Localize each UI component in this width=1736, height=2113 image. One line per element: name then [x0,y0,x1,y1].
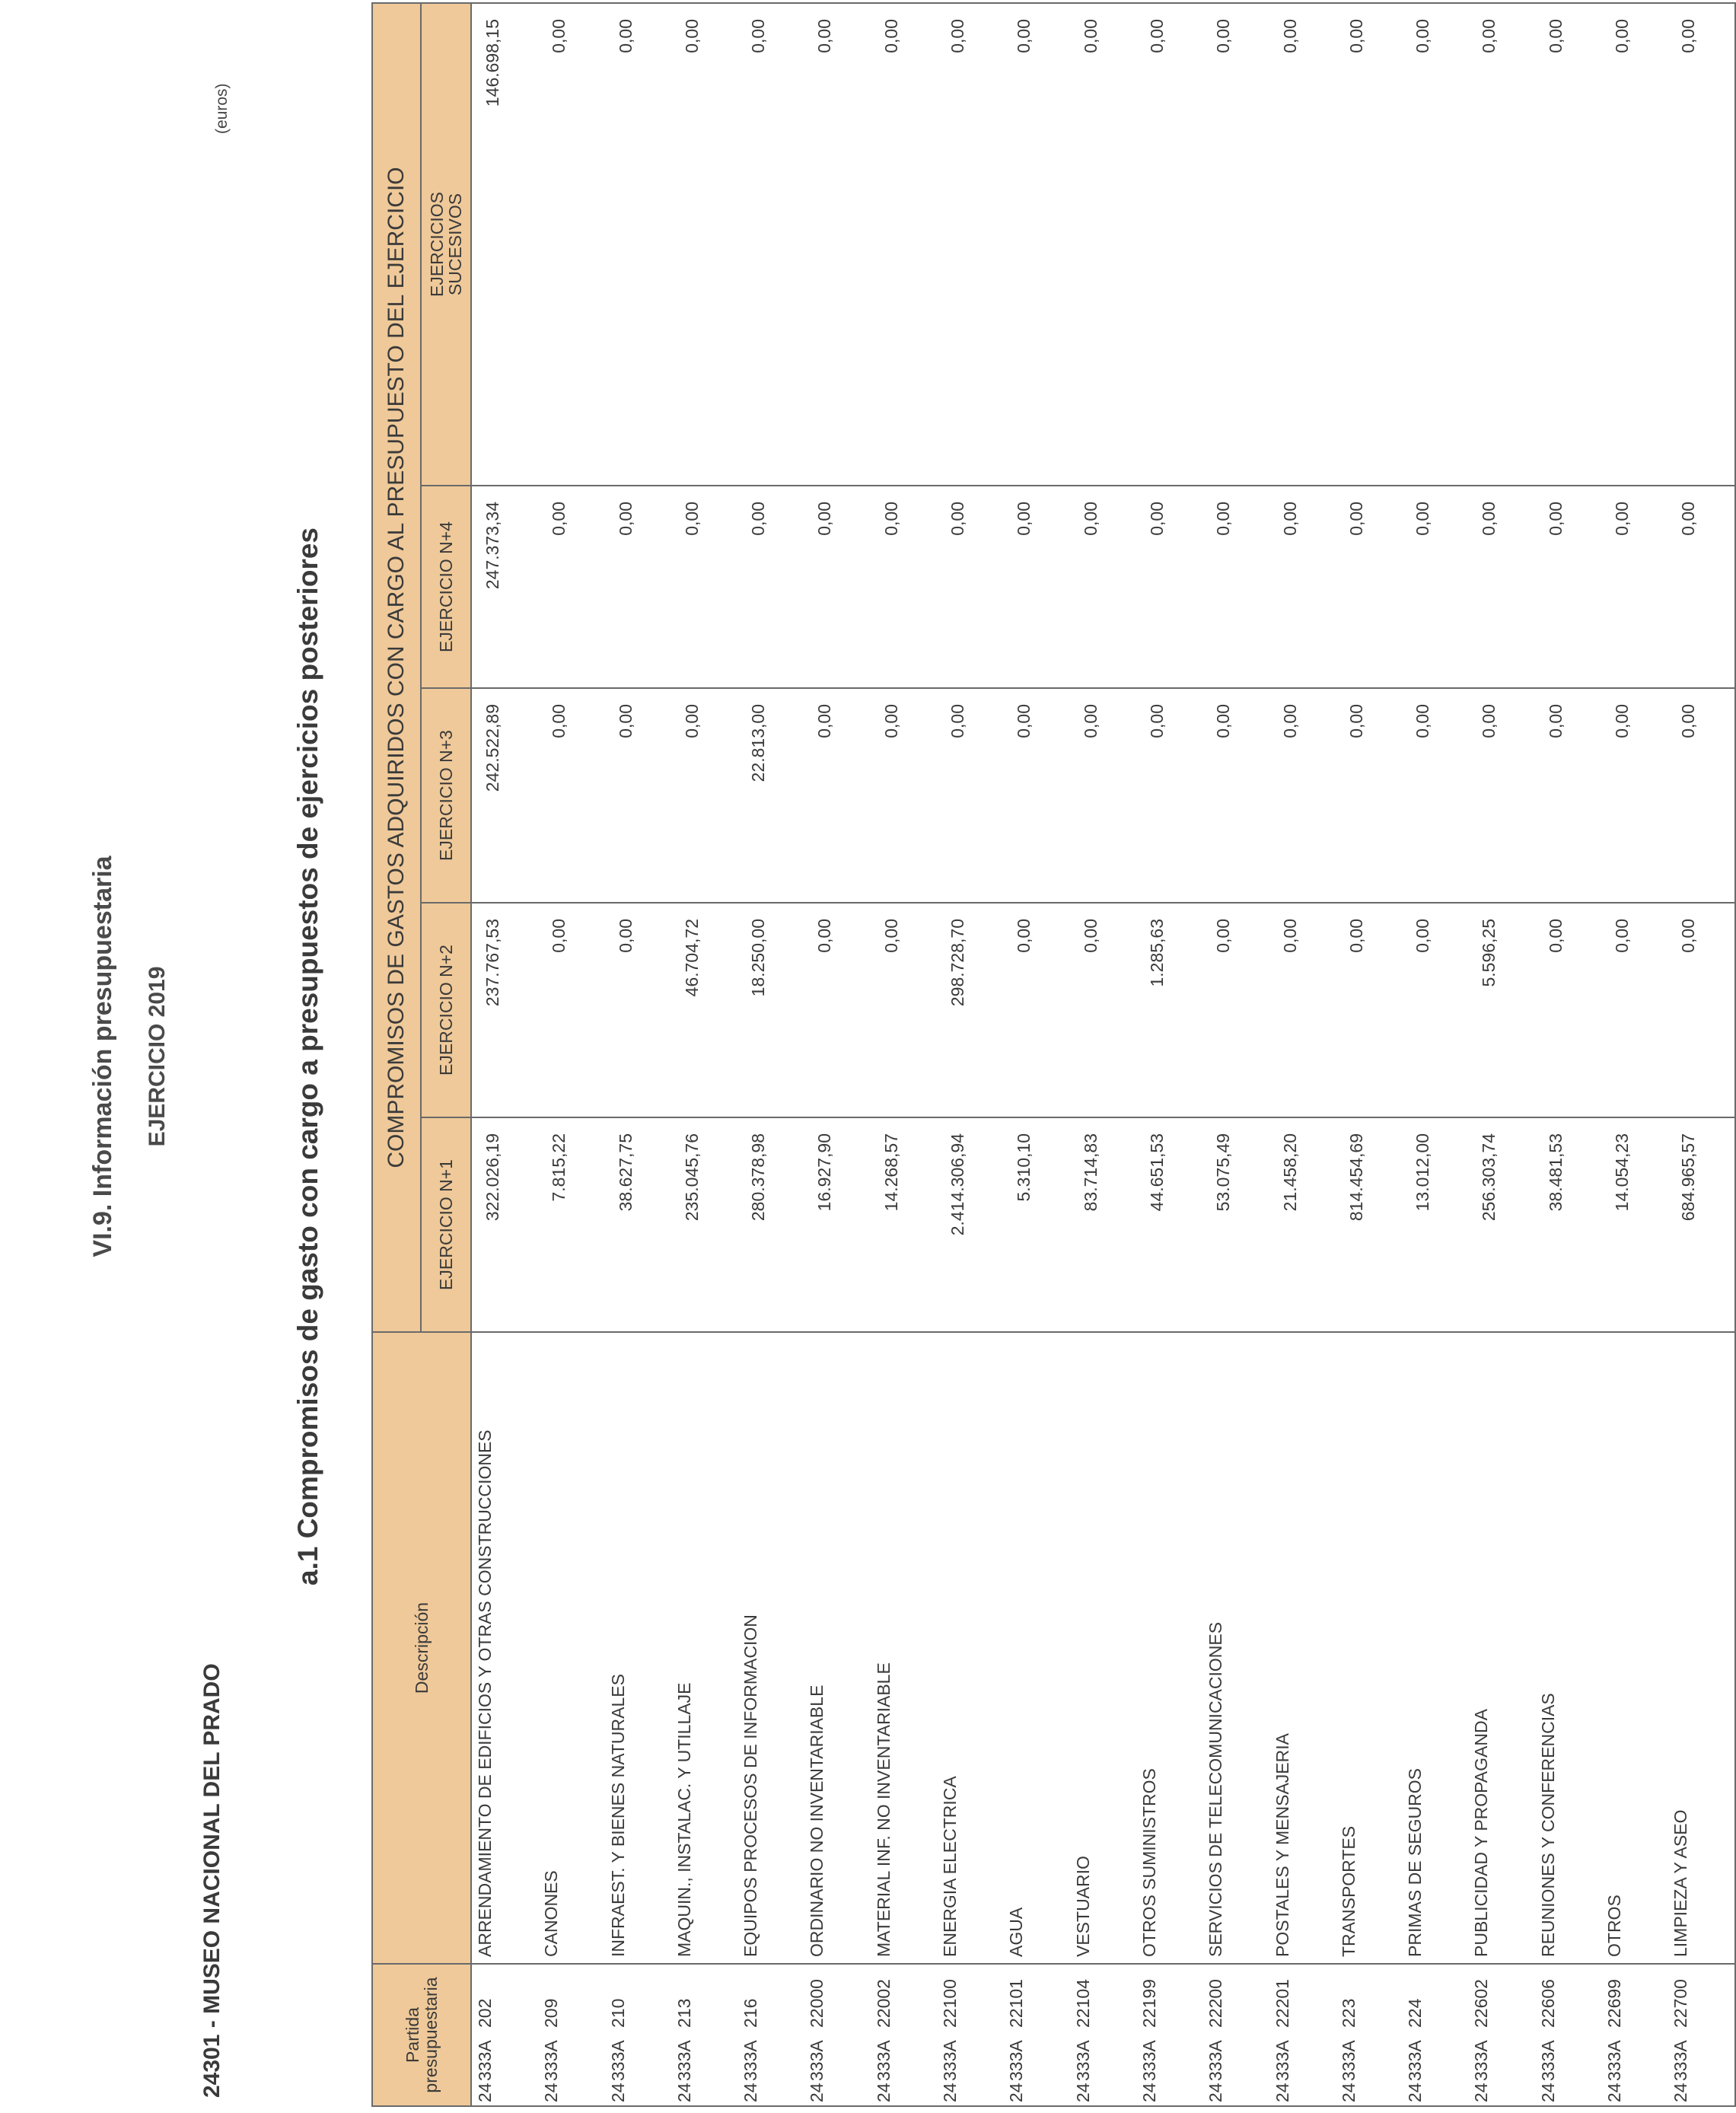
table-row [1535,3,1601,2106]
amount-n3-cell: 0,00 [605,688,671,903]
program-code: 333A [940,2040,960,2081]
section-code: 24 [741,2083,761,2102]
amount-n2-cell: 0,00 [1202,903,1269,1117]
amount-n1-cell: 280.378,98 [737,1117,804,1332]
header-sucesivos [421,3,471,486]
table-row [1336,3,1402,2106]
amount-n3-cell: 0,00 [1402,688,1468,903]
table-row [1202,3,1269,2106]
amount-n3-cell: 0,00 [1601,688,1668,903]
amount-n3-cell: 0,00 [671,688,737,903]
description-cell: REUNIONES Y CONFERENCIAS [1535,1332,1601,1964]
amount-n3-cell: 0,00 [937,688,1003,903]
amount-sucesivos-cell: 0,00 [871,3,937,486]
table-row [1003,3,1069,2106]
table-row [1402,3,1468,2106]
description-cell: AGUA [1003,1332,1069,1964]
program-code: 333A [1671,2040,1691,2081]
amount-n3-cell: 0,00 [1535,688,1601,903]
concept-code: 22606 [1537,1979,1558,2028]
concept-code: 22201 [1272,1979,1292,2028]
partida-cell [1202,1964,1269,2106]
amount-n1-cell: 38.481,53 [1535,1117,1601,1332]
amount-sucesivos-cell: 0,00 [804,3,870,486]
amount-n4-cell: 0,00 [671,486,737,688]
program-code: 333A [1338,2040,1359,2081]
amount-n3-cell: 0,00 [1202,688,1269,903]
amount-n2-cell: 1.285,63 [1136,903,1202,1117]
partida-cell [471,1964,538,2106]
amount-sucesivos-cell: 0,00 [1468,3,1534,486]
amount-n2-cell: 0,00 [1336,903,1402,1117]
program-code: 333A [1604,2040,1625,2081]
table-row [1269,3,1336,2106]
amount-sucesivos-cell: 0,00 [1336,3,1402,486]
program-code: 333A [741,2040,761,2081]
program-code: 333A [1471,2040,1492,2081]
description-cell: SERVICIOS DE TELECOMUNICACIONES [1202,1332,1269,1964]
amount-n2-cell: 0,00 [538,903,604,1117]
partida-cell [605,1964,671,2106]
partida-cell [1336,1964,1402,2106]
amount-n3-cell: 0,00 [1336,688,1402,903]
concept-code: 216 [741,1998,761,2028]
description-cell: OTROS [1601,1332,1668,1964]
header-sucesivos-line2: SUCESIVOS [445,193,465,296]
concept-code: 210 [607,1998,628,2028]
amount-sucesivos-cell: 0,00 [1136,3,1202,486]
amount-n4-cell: 0,00 [737,486,804,688]
amount-sucesivos-cell: 0,00 [671,3,737,486]
section-code: 24 [1471,2083,1492,2102]
amount-sucesivos-cell: 0,00 [1202,3,1269,486]
concept-code: 22700 [1671,1979,1691,2028]
concept-code: 22002 [873,1979,893,2028]
section-code: 24 [873,2083,893,2102]
description-cell: EQUIPOS PROCESOS DE INFORMACION [737,1332,804,1964]
amount-n1-cell: 16.927,90 [804,1117,870,1332]
description-cell: ARRENDAMIENTO DE EDIFICIOS Y OTRAS CONSTRUCCIONES [471,1332,538,1964]
table-row [605,3,671,2106]
concept-code: 22100 [940,1979,960,2028]
header-n4: EJERCICIO N+4 [421,486,471,688]
partida-cell [1468,1964,1534,2106]
table-row [1668,3,1734,2106]
description-cell: PRIMAS DE SEGUROS [1402,1332,1468,1964]
concept-code: 224 [1405,1998,1425,2028]
amount-n4-cell: 0,00 [1668,486,1734,688]
header-partida: Partida presupuestaria [372,1964,471,2106]
amount-n2-cell: 5.596,25 [1468,903,1534,1117]
amount-n3-cell: 0,00 [1003,688,1069,903]
amount-n4-cell: 247.373,34 [471,486,538,688]
description-cell: CANONES [538,1332,604,1964]
amount-n2-cell: 0,00 [1269,903,1336,1117]
amount-n3-cell: 0,00 [1070,688,1136,903]
section-code: 24 [541,2083,562,2102]
description-cell: OTROS SUMINISTROS [1136,1332,1202,1964]
amount-n4-cell: 0,00 [1202,486,1269,688]
amount-n1-cell: 14.054,23 [1601,1117,1668,1332]
program-code: 333A [1072,2040,1093,2081]
section-code: 24 [475,2083,495,2102]
program-code: 333A [607,2040,628,2081]
organization-name: 24301 - MUSEO NACIONAL DEL PRADO [199,1663,225,2098]
concept-code: 22602 [1471,1979,1492,2028]
description-cell: PUBLICIDAD Y PROPAGANDA [1468,1332,1534,1964]
concept-code: 202 [475,1998,495,2028]
header-n2: EJERCICIO N+2 [421,903,471,1117]
amount-sucesivos-cell: 0,00 [1668,3,1734,486]
amount-n3-cell: 0,00 [871,688,937,903]
program-code: 333A [1272,2040,1292,2081]
amount-n1-cell: 814.454,69 [1336,1117,1402,1332]
amount-sucesivos-cell: 0,00 [538,3,604,486]
amount-n4-cell: 0,00 [1402,486,1468,688]
amount-n2-cell: 298.728,70 [937,903,1003,1117]
amount-n2-cell: 0,00 [605,903,671,1117]
amount-n3-cell: 0,00 [1136,688,1202,903]
amount-n2-cell: 0,00 [1070,903,1136,1117]
table-row [1136,3,1202,2106]
amount-n4-cell: 0,00 [538,486,604,688]
amount-n1-cell: 44.651,53 [1136,1117,1202,1332]
table-row [1468,3,1534,2106]
section-code: 24 [1537,2083,1558,2102]
table-row [937,3,1003,2106]
program-code: 333A [475,2040,495,2081]
partida-cell [1601,1964,1668,2106]
concept-code: 209 [541,1998,562,2028]
amount-n1-cell: 2.414.306,94 [937,1117,1003,1332]
section-code: 24 [807,2083,827,2102]
section-code: 24 [1671,2083,1691,2102]
concept-code: 22199 [1139,1979,1159,2028]
amount-n1-cell: 53.075,49 [1202,1117,1269,1332]
concept-code: 213 [674,1998,694,2028]
partida-cell [1402,1964,1468,2106]
amount-n2-cell: 0,00 [1402,903,1468,1117]
partida-cell [1070,1964,1136,2106]
amount-n3-cell: 0,00 [1668,688,1734,903]
amount-sucesivos-cell: 0,00 [1003,3,1069,486]
amount-n2-cell: 237.767,53 [471,903,538,1117]
amount-n3-cell: 242.522,89 [471,688,538,903]
amount-n2-cell: 46.704,72 [671,903,737,1117]
description-cell: ENERGIA ELECTRICA [937,1332,1003,1964]
amount-n1-cell: 7.815,22 [538,1117,604,1332]
concept-code: 22000 [807,1979,827,2028]
fiscal-year: EJERCICIO 2019 [145,966,170,1147]
amount-n3-cell: 0,00 [538,688,604,903]
partida-cell [1535,1964,1601,2106]
section-title: a.1 Compromisos de gasto con cargo a presupuestos de ejercicios posteriores [292,527,323,1586]
section-code: 24 [1206,2083,1226,2102]
amount-n4-cell: 0,00 [1070,486,1136,688]
concept-code: 22699 [1604,1979,1625,2028]
table-row [1601,3,1668,2106]
units-label: (euros) [213,83,231,134]
concept-code: 22200 [1206,1979,1226,2028]
amount-sucesivos-cell: 0,00 [937,3,1003,486]
amount-sucesivos-cell: 0,00 [737,3,804,486]
concept-code: 223 [1338,1998,1359,2028]
table-row [1070,3,1136,2106]
partida-cell [937,1964,1003,2106]
amount-n4-cell: 0,00 [1468,486,1534,688]
partida-cell [1003,1964,1069,2106]
section-code: 24 [1006,2083,1027,2102]
amount-n1-cell: 13.012,00 [1402,1117,1468,1332]
amount-n4-cell: 0,00 [1601,486,1668,688]
program-code: 333A [541,2040,562,2081]
amount-n3-cell: 0,00 [1269,688,1336,903]
amount-n4-cell: 0,00 [1336,486,1402,688]
amount-n1-cell: 38.627,75 [605,1117,671,1332]
amount-n2-cell: 0,00 [1535,903,1601,1117]
amount-n4-cell: 0,00 [871,486,937,688]
description-cell: INFRAEST. Y BIENES NATURALES [605,1332,671,1964]
amount-n3-cell: 0,00 [1468,688,1534,903]
table-row [671,3,737,2106]
description-cell: POSTALES Y MENSAJERIA [1269,1332,1336,1964]
amount-n4-cell: 0,00 [937,486,1003,688]
page-title: VI.9. Información presupuestaria [88,856,117,1257]
concept-code: 22101 [1006,1979,1027,2028]
header-descripcion: Descripción [372,1332,471,1964]
amount-sucesivos-cell: 0,00 [1402,3,1468,486]
partida-cell [538,1964,604,2106]
partida-cell [804,1964,870,2106]
amount-n1-cell: 256.303,74 [1468,1117,1534,1332]
amount-sucesivos-cell: 0,00 [1070,3,1136,486]
amount-n3-cell: 22.813,00 [737,688,804,903]
section-code: 24 [1405,2083,1425,2102]
amount-n2-cell: 0,00 [1668,903,1734,1117]
section-code: 24 [1604,2083,1625,2102]
table-body [471,3,1735,2106]
description-cell: MATERIAL INF. NO INVENTARIABLE [871,1332,937,1964]
section-code: 24 [674,2083,694,2102]
amount-n3-cell: 0,00 [804,688,870,903]
partida-cell [737,1964,804,2106]
partida-cell [1136,1964,1202,2106]
description-cell: MAQUIN., INSTALAC. Y UTILLAJE [671,1332,737,1964]
amount-sucesivos-cell: 146.698,15 [471,3,538,486]
description-cell: VESTUARIO [1070,1332,1136,1964]
amount-n4-cell: 0,00 [605,486,671,688]
amount-sucesivos-cell: 0,00 [605,3,671,486]
section-code: 24 [1072,2083,1093,2102]
program-code: 333A [674,2040,694,2081]
table-row [871,3,937,2106]
section-code: 24 [1139,2083,1159,2102]
concept-code: 22104 [1072,1979,1093,2028]
program-code: 333A [807,2040,827,2081]
amount-n1-cell: 235.045,76 [671,1117,737,1332]
program-code: 333A [1405,2040,1425,2081]
amount-n4-cell: 0,00 [1535,486,1601,688]
partida-cell [1269,1964,1336,2106]
amount-n1-cell: 5.310,10 [1003,1117,1069,1332]
commitments-table [371,2,1736,2107]
section-code: 24 [607,2083,628,2102]
amount-sucesivos-cell: 0,00 [1535,3,1601,486]
amount-n1-cell: 322.026,19 [471,1117,538,1332]
program-code: 333A [1139,2040,1159,2081]
header-n3: EJERCICIO N+3 [421,688,471,903]
description-cell: LIMPIEZA Y ASEO [1668,1332,1734,1964]
amount-n4-cell: 0,00 [1136,486,1202,688]
amount-n2-cell: 0,00 [1003,903,1069,1117]
amount-sucesivos-cell: 0,00 [1269,3,1336,486]
section-code: 24 [1272,2083,1292,2102]
amount-n4-cell: 0,00 [1003,486,1069,688]
table-row [471,3,538,2106]
description-cell: TRANSPORTES [1336,1332,1402,1964]
partida-cell [871,1964,937,2106]
description-cell: ORDINARIO NO INVENTARIABLE [804,1332,870,1964]
amount-sucesivos-cell: 0,00 [1601,3,1668,486]
partida-cell [1668,1964,1734,2106]
program-code: 333A [873,2040,893,2081]
header-group-compromisos: COMPROMISOS DE GASTOS ADQUIRIDOS CON CARGO AL PRESUPUESTO DEL EJERCICIO [372,3,421,1332]
amount-n4-cell: 0,00 [804,486,870,688]
header-sucesivos-line1: EJERCICIOS [427,191,447,298]
amount-n1-cell: 21.458,20 [1269,1117,1336,1332]
amount-n2-cell: 0,00 [871,903,937,1117]
table-row [737,3,804,2106]
amount-n1-cell: 14.268,57 [871,1117,937,1332]
table-row [538,3,604,2106]
program-code: 333A [1206,2040,1226,2081]
amount-n2-cell: 0,00 [804,903,870,1117]
section-code: 24 [1338,2083,1359,2102]
amount-n2-cell: 18.250,00 [737,903,804,1117]
amount-n2-cell: 0,00 [1601,903,1668,1117]
header-n1: EJERCICIO N+1 [421,1117,471,1332]
partida-cell [671,1964,737,2106]
program-code: 333A [1006,2040,1027,2081]
table-row [804,3,870,2106]
section-code: 24 [940,2083,960,2102]
program-code: 333A [1537,2040,1558,2081]
amount-n1-cell: 83.714,83 [1070,1117,1136,1332]
amount-n4-cell: 0,00 [1269,486,1336,688]
amount-n1-cell: 684.965,57 [1668,1117,1734,1332]
